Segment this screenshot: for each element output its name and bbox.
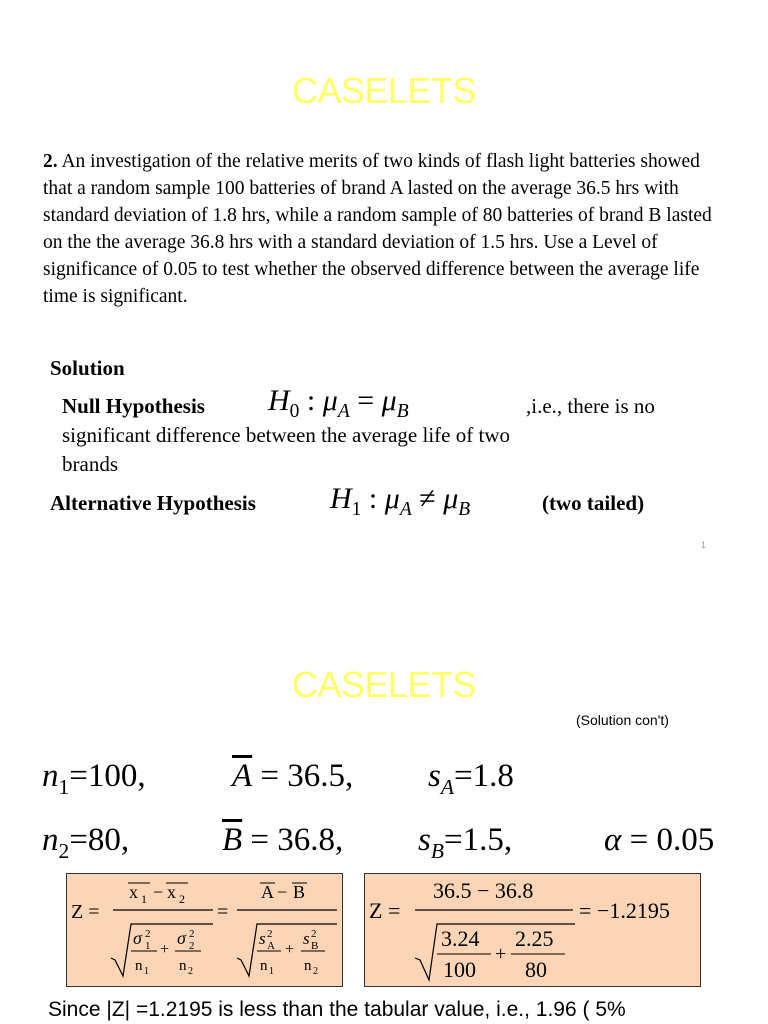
a-bar-value: $\overline{A} = 36.5$, — [232, 758, 354, 794]
svg-text:=: = — [217, 901, 229, 923]
svg-text:x: x — [129, 882, 138, 902]
alpha-value: α = 0.05 — [604, 822, 715, 858]
svg-text:+: + — [285, 941, 295, 958]
svg-text:36.5 − 36.8: 36.5 − 36.8 — [433, 878, 534, 903]
n2-value: $n_2=80$, — [42, 822, 130, 863]
svg-text:−: − — [153, 882, 164, 902]
svg-text:3.24: 3.24 — [441, 926, 480, 951]
z-calculation-box — [364, 873, 701, 987]
null-hypothesis-label: Null Hypothesis — [62, 394, 205, 418]
svg-text:1: 1 — [144, 966, 149, 977]
sb-value: $s_B=1.5$, — [418, 822, 513, 863]
svg-text:+: + — [495, 943, 507, 965]
solution-continued-label: (Solution con't) — [576, 712, 669, 728]
svg-text:2.25: 2.25 — [515, 926, 554, 951]
slide2-title: CASELETS — [291, 664, 477, 705]
page-number: 1 — [701, 540, 707, 550]
svg-text:A: A — [267, 940, 275, 952]
svg-text:s: s — [303, 929, 310, 948]
svg-text:2: 2 — [313, 966, 318, 977]
alternative-hypothesis-formula: $H_1$ : $\mu_A \ne \mu_B$ — [330, 482, 471, 520]
null-text-3: brands — [62, 452, 118, 476]
z-formula-box — [66, 873, 343, 987]
conclusion-text: Since |Z| =1.2195 is less than the tabular value, i.e., 1.96 ( 5% — [48, 998, 626, 1021]
svg-text:80: 80 — [525, 957, 547, 982]
svg-text:Z =: Z = — [71, 901, 100, 923]
svg-text:2: 2 — [179, 892, 185, 906]
svg-text:2: 2 — [311, 928, 317, 940]
two-tailed-note: (two tailed) — [542, 491, 645, 515]
svg-text:−: − — [277, 882, 288, 902]
svg-text:100: 100 — [443, 957, 476, 982]
problem-text: An investigation of the relative merits of two kinds of flash light batteries showed that a random sample 100 batteries of brand A lasted on the average 36.5 hrs with standard deviation of 1.8 hrs, while a random sample of 80 batteries of brand B lasted on the the average 36.8 hrs with a standard deviation of 1.5 hrs. Use a Level of significance of 0.05 to test whether the observed difference between the average life time is significant. — [43, 151, 712, 307]
z-formula-graphic — [67, 874, 342, 986]
svg-text:n: n — [179, 958, 187, 974]
problem-statement — [43, 148, 723, 310]
svg-text:2: 2 — [267, 928, 273, 940]
svg-text:A: A — [261, 882, 274, 902]
null-hypothesis-formula: $H_0$ : $\mu_A = \mu_B$ — [268, 384, 409, 422]
svg-text:n: n — [304, 958, 312, 974]
svg-text:2: 2 — [188, 966, 193, 977]
svg-text:x: x — [167, 882, 176, 902]
svg-text:Z =: Z = — [369, 898, 401, 923]
svg-text:1: 1 — [269, 966, 274, 977]
svg-text:1: 1 — [145, 940, 151, 952]
problem-number: 2. — [43, 151, 58, 172]
svg-text:σ: σ — [177, 928, 186, 948]
svg-text:1: 1 — [141, 892, 147, 906]
svg-text:= −1.2195: = −1.2195 — [579, 898, 670, 923]
null-text-1: ,i.e., there is no — [526, 394, 655, 418]
svg-text:2: 2 — [145, 928, 151, 940]
svg-text:n: n — [260, 958, 268, 974]
alternative-hypothesis-label: Alternative Hypothesis — [50, 491, 256, 515]
sa-value: $s_A=1.8$ — [428, 758, 514, 799]
svg-text:s: s — [259, 929, 266, 948]
svg-text:n: n — [135, 958, 143, 974]
svg-text:2: 2 — [189, 928, 195, 940]
z-calculation-graphic — [365, 874, 700, 986]
svg-text:B: B — [311, 940, 319, 952]
svg-text:B: B — [293, 882, 306, 902]
n1-value: $n_1=100$, — [42, 758, 146, 799]
svg-text:2: 2 — [189, 940, 195, 952]
svg-text:+: + — [160, 941, 170, 958]
b-bar-value: $\overline{B} = 36.8$, — [222, 822, 344, 858]
null-text-2: significant difference between the average life of two — [62, 423, 510, 447]
svg-text:σ: σ — [133, 928, 142, 948]
solution-label: Solution — [50, 356, 125, 380]
slide1-title: CASELETS — [291, 70, 477, 111]
